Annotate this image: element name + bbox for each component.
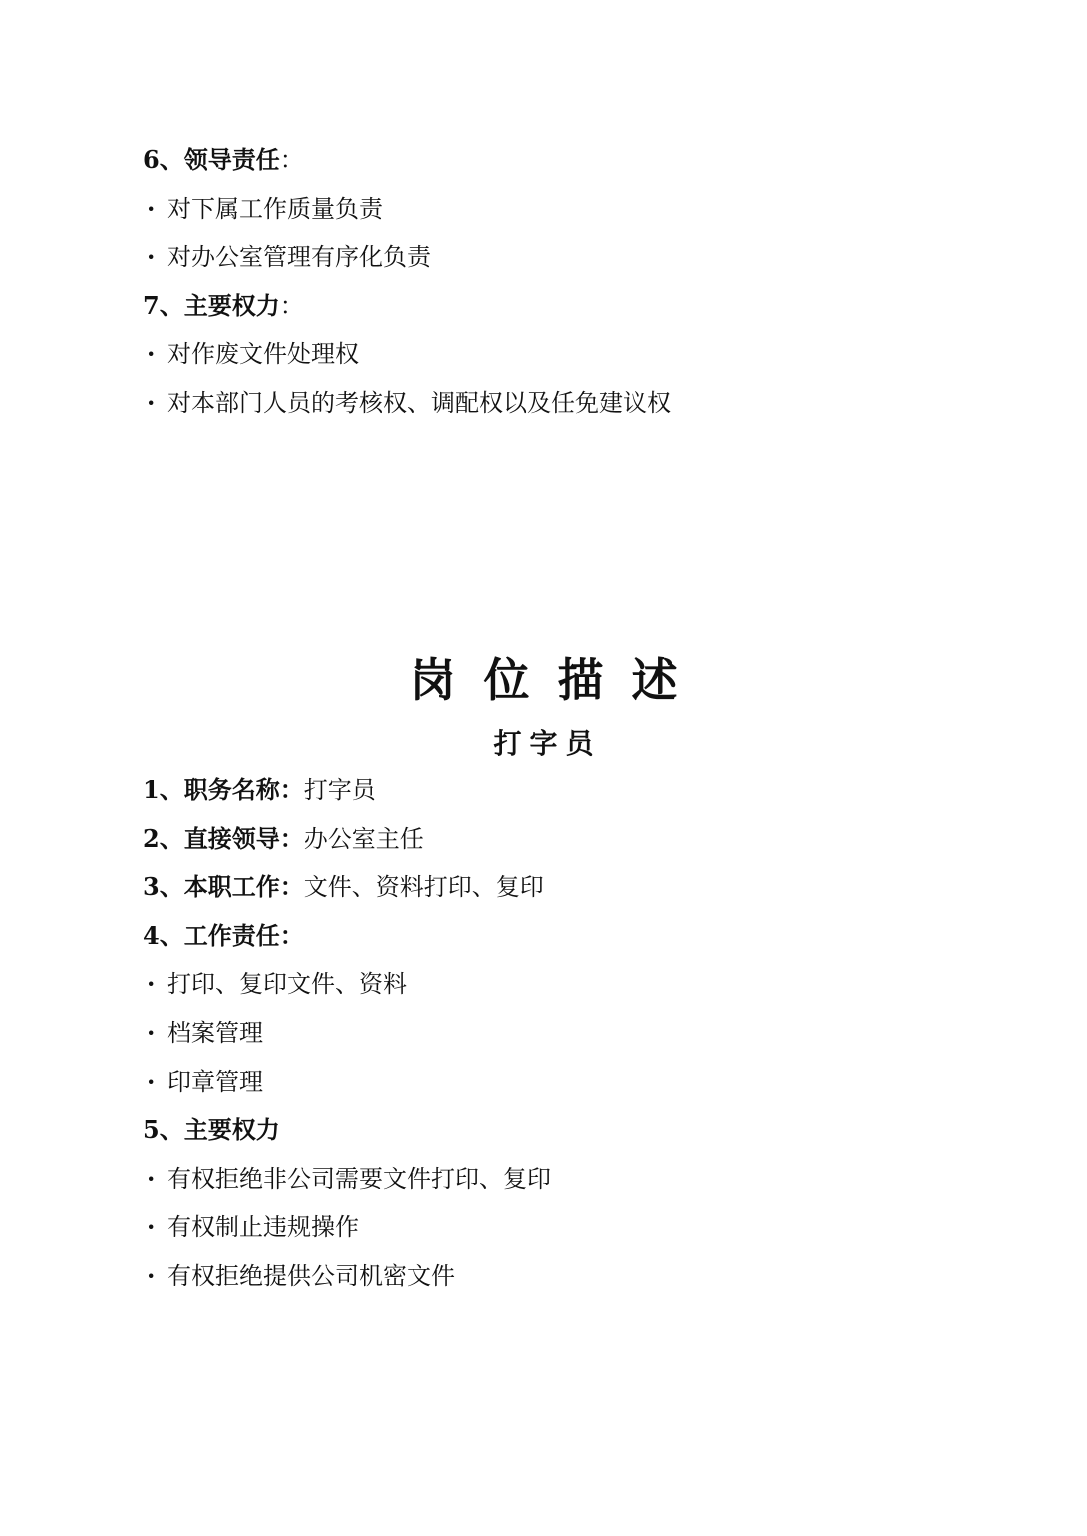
bullet-item xyxy=(147,339,359,369)
item-primary-duties xyxy=(143,872,544,902)
bullet-dot: · xyxy=(147,339,156,368)
bullet-text: 有权制止违规操作 xyxy=(167,1213,359,1241)
item-label: 2、直接领导： xyxy=(143,824,304,853)
bullet-text: 有权拒绝提供公司机密文件 xyxy=(167,1262,455,1290)
bullet-dot: · xyxy=(147,1212,156,1241)
bullet-item xyxy=(147,1212,359,1242)
bullet-item xyxy=(147,1067,263,1097)
bullet-item xyxy=(147,388,671,418)
bullet-dot: · xyxy=(147,242,156,271)
heading-colon: ： xyxy=(279,146,304,174)
bullet-dot: · xyxy=(147,1261,156,1290)
item-label: 5、主要权力 xyxy=(143,1115,280,1144)
bullet-dot: · xyxy=(147,1164,156,1193)
page-subtitle: 打字员 xyxy=(493,727,602,760)
page-title: 岗位描述 xyxy=(409,653,706,707)
bullet-dot: · xyxy=(147,194,156,223)
item-value: 办公室主任 xyxy=(303,825,424,853)
item-main-powers xyxy=(143,1115,280,1145)
bullet-item xyxy=(147,194,383,224)
heading-label: 7、主要权力 xyxy=(143,291,280,320)
bullet-item xyxy=(147,1261,455,1291)
item-label: 3、本职工作： xyxy=(143,872,304,901)
bullet-dot: · xyxy=(147,388,156,417)
bullet-text: 对下属工作质量负责 xyxy=(167,195,383,223)
heading-main-powers xyxy=(143,291,304,321)
bullet-text: 对作废文件处理权 xyxy=(167,340,359,368)
bullet-text: 有权拒绝非公司需要文件打印、复印 xyxy=(167,1165,551,1193)
bullet-dot: · xyxy=(147,969,156,998)
heading-leadership-responsibility xyxy=(143,145,304,175)
bullet-text: 打印、复印文件、资料 xyxy=(167,970,407,998)
item-label: 1、职务名称： xyxy=(143,775,304,804)
item-job-title xyxy=(143,775,376,805)
bullet-dot: · xyxy=(147,1018,156,1047)
bullet-text: 对本部门人员的考核权、调配权以及任免建议权 xyxy=(167,389,671,417)
heading-colon: ： xyxy=(279,292,304,320)
item-direct-supervisor xyxy=(143,824,424,854)
bullet-text: 印章管理 xyxy=(167,1068,263,1096)
item-work-responsibilities xyxy=(143,921,304,951)
bullet-dot: · xyxy=(147,1067,156,1096)
bullet-item xyxy=(147,242,431,272)
heading-label: 6、领导责任 xyxy=(143,145,280,174)
bullet-text: 对办公室管理有序化负责 xyxy=(167,243,431,271)
bullet-item xyxy=(147,1164,551,1194)
item-value: 文件、资料打印、复印 xyxy=(303,873,544,901)
item-label: 4、工作责任： xyxy=(143,921,304,950)
bullet-item xyxy=(147,969,407,999)
bullet-item xyxy=(147,1018,263,1048)
item-value: 打字员 xyxy=(303,776,376,804)
bullet-text: 档案管理 xyxy=(167,1019,263,1047)
